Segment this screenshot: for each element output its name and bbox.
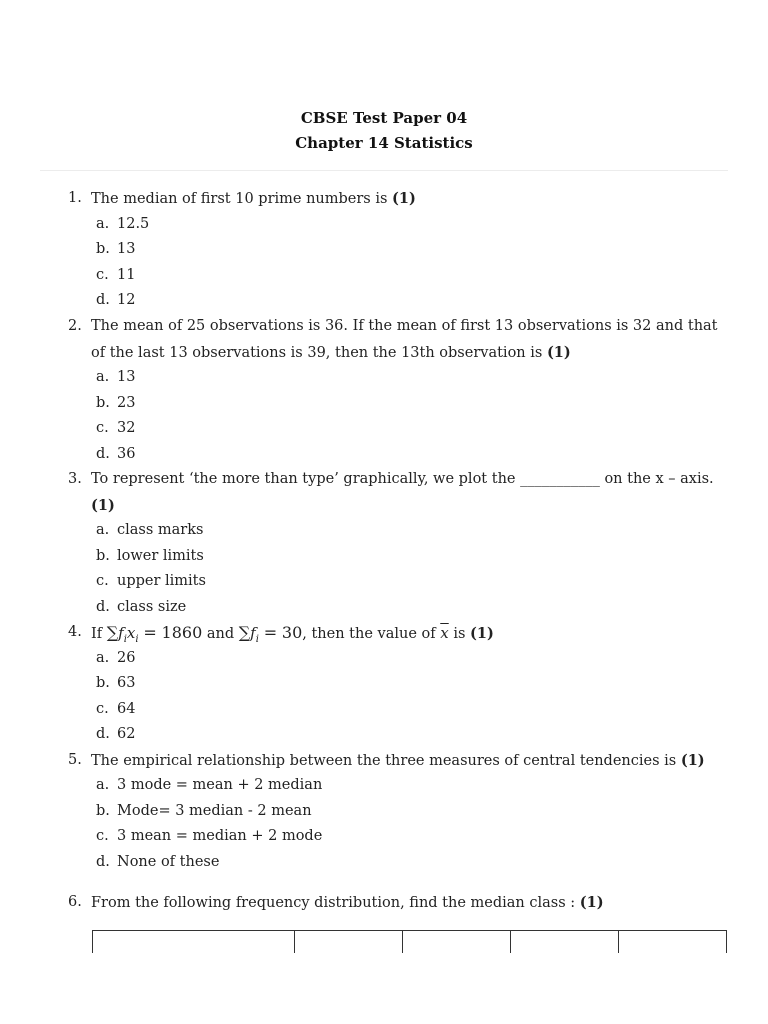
question-marks: (1) <box>680 752 705 769</box>
option-letter: d. <box>96 599 110 615</box>
option-text: Mode= 3 median - 2 mean <box>117 803 312 819</box>
question-number: 5. <box>68 752 82 768</box>
option-letter: d. <box>96 854 110 870</box>
option <box>96 850 219 876</box>
option <box>96 824 322 850</box>
frequency-table <box>92 930 727 953</box>
option <box>96 288 135 314</box>
option <box>96 518 203 544</box>
option-text: 23 <box>117 395 136 411</box>
question-text: and <box>206 626 235 642</box>
question-text: If <box>91 626 103 642</box>
option-text: 13 <box>117 241 136 257</box>
option-text: 13 <box>117 369 136 385</box>
option-text: 63 <box>117 675 136 691</box>
option-letter: a. <box>96 522 110 538</box>
table-cell <box>402 931 403 953</box>
question-marks: (1) <box>579 894 604 911</box>
option-letter: b. <box>96 675 110 691</box>
question-number: 6. <box>68 894 82 910</box>
option <box>96 799 312 825</box>
question-text: is <box>453 626 466 642</box>
sum-fx-value: 1860 <box>161 623 203 642</box>
option-text: class size <box>117 599 187 615</box>
option <box>96 237 135 263</box>
option-text: 62 <box>117 726 136 742</box>
option-text: None of these <box>117 854 220 870</box>
question-marks: (1) <box>546 343 571 361</box>
option <box>96 595 186 621</box>
option-text: 32 <box>117 420 136 436</box>
option <box>96 442 135 468</box>
question-marks: (1) <box>392 190 416 207</box>
question-5 <box>68 748 728 775</box>
option-letter: a. <box>96 369 110 385</box>
option <box>96 722 135 748</box>
question-number: 3. <box>68 471 82 487</box>
option-letter: b. <box>96 395 110 411</box>
sum-f-formula: $\sum f_i = 30$ <box>238 623 303 645</box>
option <box>96 697 135 723</box>
question-number: 1. <box>68 190 82 206</box>
option-text: 26 <box>117 650 136 666</box>
option <box>96 646 135 672</box>
option-letter: d. <box>96 446 110 462</box>
option-letter: a. <box>96 777 110 793</box>
option-letter: c. <box>96 267 109 283</box>
option-text: 36 <box>117 446 136 462</box>
question-6 <box>68 890 728 917</box>
question-marks: (1) <box>91 496 115 514</box>
question-text: The empirical relationship between the three measures of central tendencies is <box>91 753 677 769</box>
option-text: lower limits <box>117 548 204 564</box>
option <box>96 773 322 799</box>
option-text: 64 <box>117 701 136 717</box>
option-letter: c. <box>96 701 109 717</box>
header-divider <box>40 170 728 171</box>
option-letter: a. <box>96 650 110 666</box>
sum-fx-formula: $\sum f_ix_i = 1860$ <box>106 623 203 645</box>
question-text: To represent ‘the more than type’ graphically, we plot the ___________ on the x – axis. <box>91 471 714 487</box>
x-bar-symbol: $\overline{x}$ <box>440 624 449 642</box>
paper-title: CBSE Test Paper 04 <box>300 109 468 127</box>
table-cell <box>294 931 295 953</box>
option <box>96 212 149 238</box>
option <box>96 671 135 697</box>
question-text: , then the value of <box>302 626 436 642</box>
option-text: 3 mode = mean + 2 median <box>117 777 323 793</box>
option <box>96 416 135 442</box>
option-text: 12 <box>117 292 136 308</box>
option-letter: d. <box>96 292 110 308</box>
option-text: upper limits <box>117 573 206 589</box>
option-text: 12.5 <box>117 216 150 232</box>
option-letter: b. <box>96 803 110 819</box>
question-text: The median of first 10 prime numbers is <box>91 191 388 207</box>
option-letter: c. <box>96 573 109 589</box>
option-text: class marks <box>117 522 204 538</box>
option-text: 11 <box>117 267 136 283</box>
question-2 <box>68 314 728 366</box>
option <box>96 544 204 570</box>
option-letter: b. <box>96 241 110 257</box>
question-number: 4. <box>68 624 82 640</box>
table-cell <box>618 931 619 953</box>
question-text: From the following frequency distribution, find the median class : <box>91 895 576 911</box>
option-letter: d. <box>96 726 110 742</box>
document-header <box>0 106 768 156</box>
table-cell <box>92 931 93 953</box>
question-text: The mean of 25 observations is 36. If the mean of first 13 observations is 32 and that of the last 13 observations is 39, then the 13th observation is <box>91 318 718 361</box>
option <box>96 263 135 289</box>
option-letter: c. <box>96 420 109 436</box>
option-letter: a. <box>96 216 110 232</box>
option-letter: c. <box>96 828 109 844</box>
option <box>96 391 135 417</box>
question-1 <box>68 186 728 213</box>
table-cell <box>510 931 511 953</box>
option-text: 3 mean = median + 2 mode <box>117 828 323 844</box>
chapter-title: Chapter 14 Statistics <box>295 134 473 152</box>
question-marks: (1) <box>470 625 494 642</box>
option <box>96 569 206 595</box>
option-letter: b. <box>96 548 110 564</box>
table-cell <box>726 931 727 953</box>
sum-f-value: 30 <box>281 623 303 642</box>
question-number: 2. <box>68 318 82 334</box>
option <box>96 365 135 391</box>
question-4 <box>68 620 728 653</box>
question-3 <box>68 467 728 519</box>
